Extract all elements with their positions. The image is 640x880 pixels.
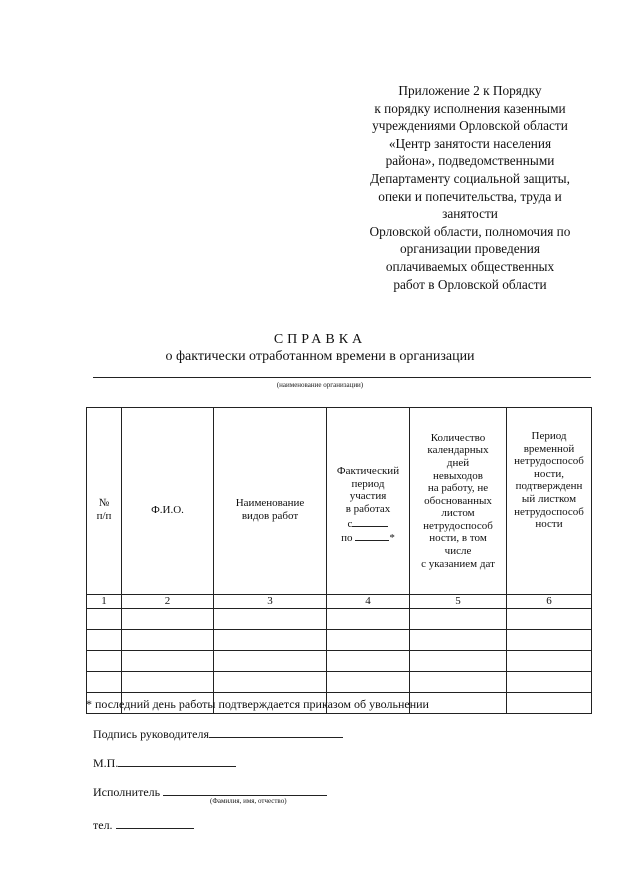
header-line xyxy=(328,530,408,545)
table-cell[interactable] xyxy=(507,630,592,651)
table-row xyxy=(87,630,592,651)
table-cell[interactable] xyxy=(507,651,592,672)
header-line: числе xyxy=(444,545,472,558)
document-subtitle: о фактически отработанном времени в организации xyxy=(165,349,475,364)
stamp-row xyxy=(93,755,236,771)
header-line: Ф.И.О. xyxy=(151,503,184,516)
header-line: № xyxy=(98,497,110,510)
table-cell[interactable] xyxy=(507,693,592,714)
header-line: дней xyxy=(446,456,470,469)
header-line: временной xyxy=(523,442,575,455)
column-number: 1 xyxy=(87,595,122,609)
header-work-types xyxy=(214,408,327,595)
table-cell[interactable] xyxy=(410,672,507,693)
header-line: нетрудоспособ xyxy=(423,519,493,532)
phone-row xyxy=(93,817,194,833)
appendix-line: к порядку исполнения казенными xyxy=(374,100,566,116)
header-line: Фактический xyxy=(336,465,400,478)
table-cell[interactable] xyxy=(122,651,214,672)
from-date-blank xyxy=(352,516,388,527)
executor-name-field[interactable] xyxy=(163,784,327,796)
header-line: с указанием дат xyxy=(421,557,495,570)
header-line: листом xyxy=(441,507,475,520)
table-cell[interactable] xyxy=(87,630,122,651)
stamp-label: М.П. xyxy=(93,756,119,770)
table-cell[interactable] xyxy=(327,630,410,651)
table-cell[interactable] xyxy=(507,609,592,630)
header-line: календарных xyxy=(427,444,489,457)
table-row xyxy=(87,672,592,693)
header-line: Наименование xyxy=(235,497,305,510)
table-row xyxy=(87,609,592,630)
table-cell[interactable] xyxy=(214,651,327,672)
appendix-line: работ в Орловской области xyxy=(393,276,547,292)
table-cell[interactable] xyxy=(87,651,122,672)
column-number-row xyxy=(87,595,592,609)
table-cell[interactable] xyxy=(327,609,410,630)
header-fio xyxy=(122,408,214,595)
header-line xyxy=(328,516,408,531)
table-cell[interactable] xyxy=(410,609,507,630)
appendix-line: организации проведения xyxy=(399,241,541,257)
column-number: 6 xyxy=(507,595,592,609)
table-cell[interactable] xyxy=(122,609,214,630)
header-line: видов работ xyxy=(241,510,299,522)
header-participation-period xyxy=(327,408,410,595)
to-label: по xyxy=(341,532,353,545)
header-line: нетрудоспособ xyxy=(514,505,584,518)
column-number: 2 xyxy=(122,595,214,609)
head-signature-label: Подпись руководителя xyxy=(93,727,209,741)
header-line: период xyxy=(351,477,385,490)
table-cell[interactable] xyxy=(327,672,410,693)
header-line: в работах xyxy=(345,503,391,515)
appendix-line: учреждениями Орловской области xyxy=(372,118,568,134)
table-cell[interactable] xyxy=(507,672,592,693)
table-cell[interactable] xyxy=(410,630,507,651)
time-report-table xyxy=(86,407,592,714)
header-line: ности, xyxy=(534,467,564,480)
column-number: 5 xyxy=(410,595,507,609)
table-cell[interactable] xyxy=(87,609,122,630)
column-number: 4 xyxy=(327,595,410,609)
header-line: невыходов xyxy=(433,469,483,482)
table-cell[interactable] xyxy=(122,672,214,693)
table-header-row xyxy=(87,408,592,595)
table-cell[interactable] xyxy=(410,651,507,672)
header-line: участия xyxy=(349,490,387,503)
table-cell[interactable] xyxy=(327,651,410,672)
head-signature-field[interactable] xyxy=(209,726,343,738)
table-cell[interactable] xyxy=(214,630,327,651)
appendix-line: оплачиваемых общественных xyxy=(385,258,555,274)
appendix-line: Приложение 2 к Порядку xyxy=(398,83,542,98)
table-row xyxy=(87,651,592,672)
table-cell[interactable] xyxy=(214,609,327,630)
from-label: с xyxy=(347,517,353,530)
appendix-line: Департаменту социальной защиты, xyxy=(370,170,570,186)
header-absence-days xyxy=(410,408,507,595)
header-line: Период xyxy=(531,430,567,442)
phone-field[interactable] xyxy=(116,817,194,829)
header-line: подтвержденн xyxy=(515,480,583,493)
appendix-line: опеки и попечительства, труда и xyxy=(378,188,562,204)
table-cell[interactable] xyxy=(122,630,214,651)
phone-label: тел. xyxy=(93,818,113,832)
header-line: п/п xyxy=(96,510,112,522)
table-cell[interactable] xyxy=(214,672,327,693)
header-line: обоснованных xyxy=(424,494,492,507)
to-date-blank xyxy=(355,530,389,541)
header-line: ности xyxy=(535,518,563,531)
table-cell[interactable] xyxy=(87,672,122,693)
appendix-line: занятости xyxy=(442,206,498,222)
header-number xyxy=(87,408,122,595)
executor-caption: (Фамилия, имя, отчество) xyxy=(210,797,287,805)
executor-label: Исполнитель xyxy=(93,785,161,799)
header-line: нетрудоспособ xyxy=(514,455,584,468)
document-title: СПРАВКА xyxy=(273,332,367,347)
stamp-field[interactable] xyxy=(118,755,236,767)
column-number: 3 xyxy=(214,595,327,609)
appendix-header xyxy=(340,82,600,293)
appendix-line: района», подведомственными xyxy=(385,153,555,169)
header-disability-period xyxy=(507,408,592,595)
head-signature-row xyxy=(93,726,343,742)
header-line: ый листком xyxy=(521,492,577,505)
header-line: Количество xyxy=(430,431,486,444)
header-line: ности, в том xyxy=(429,532,487,545)
appendix-line: «Центр занятости населения xyxy=(388,135,552,151)
header-line: на работу, не xyxy=(427,482,489,495)
organization-name-caption: (наименование организации) xyxy=(276,381,364,389)
asterisk-mark: * xyxy=(389,532,395,545)
appendix-line: Орловской области, полномочия по xyxy=(369,223,571,239)
footnote: * последний день работы подтверждается приказом об увольнении xyxy=(86,697,429,711)
organization-name-field[interactable] xyxy=(93,377,591,378)
